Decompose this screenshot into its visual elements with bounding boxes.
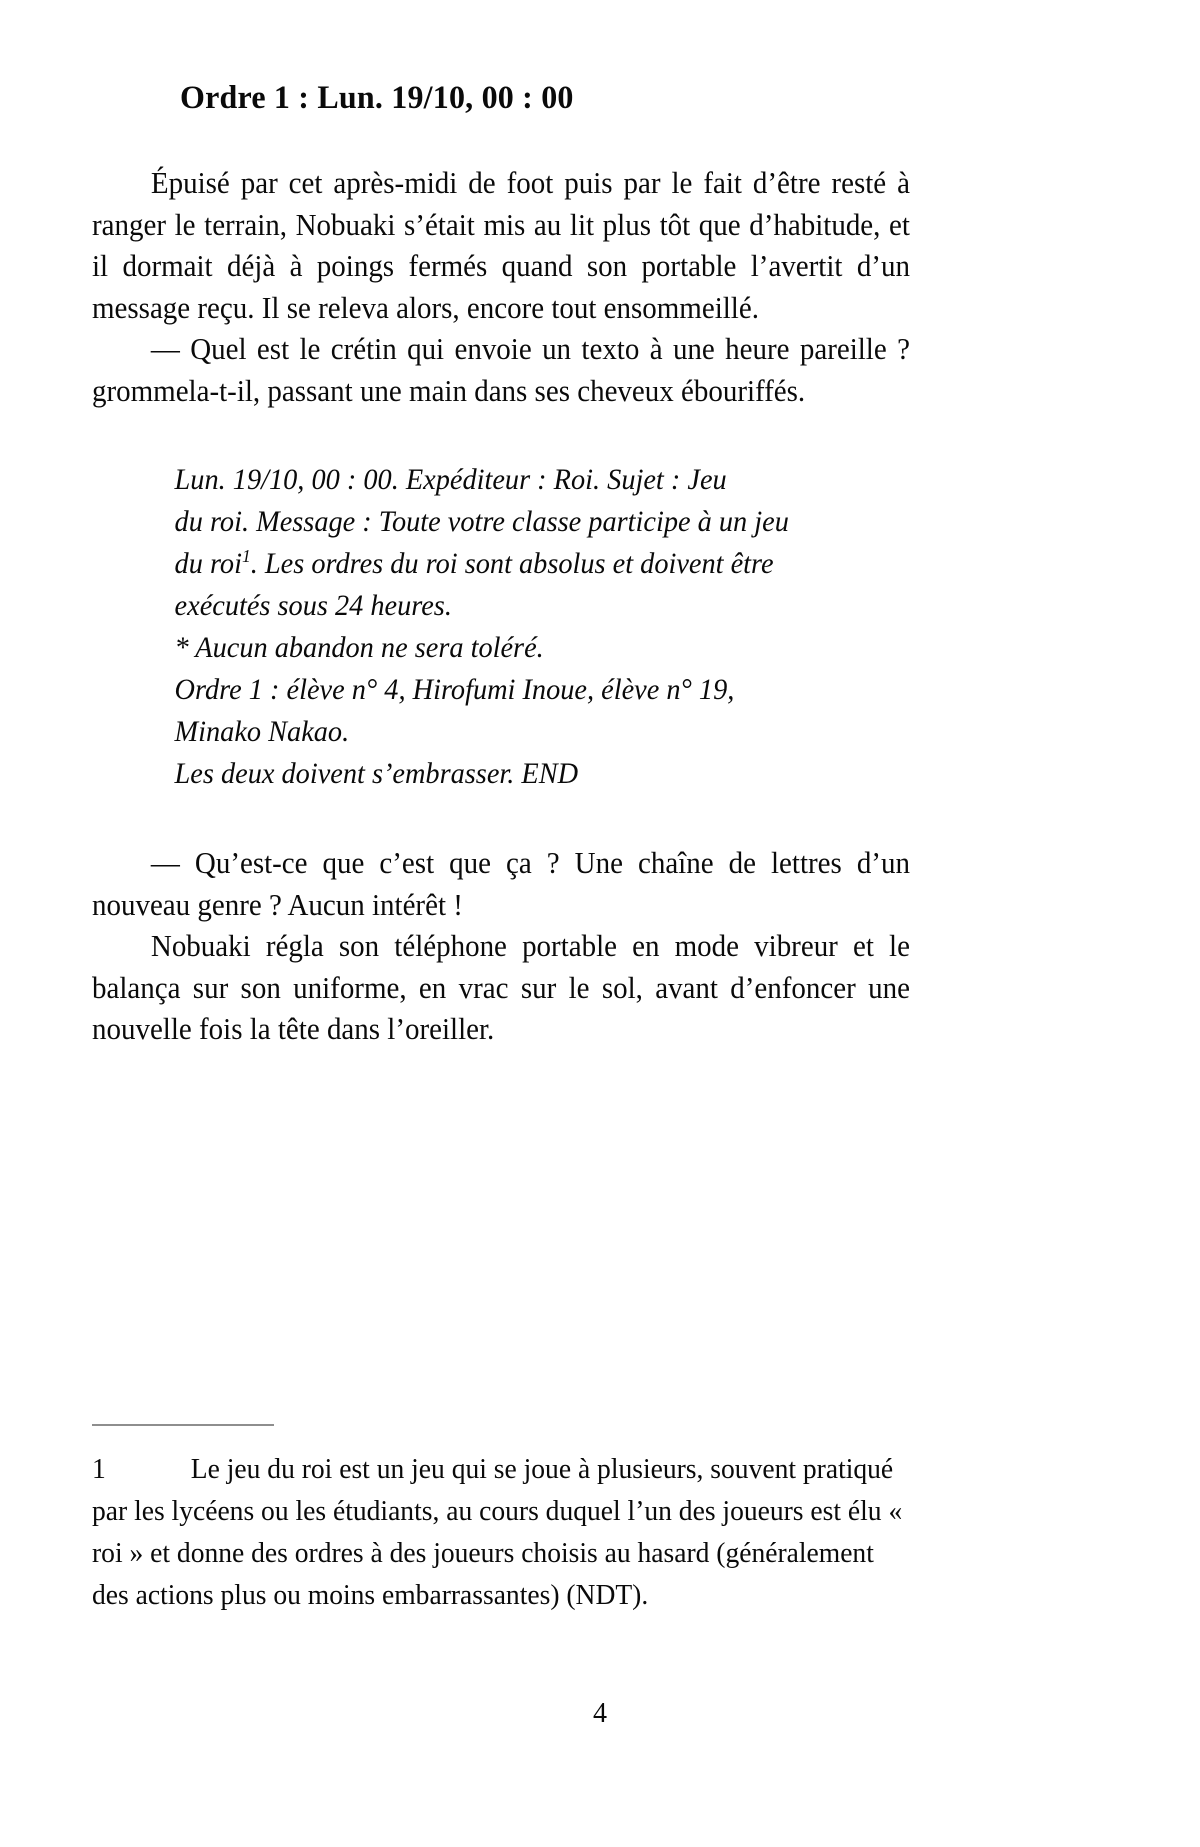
message-line-7: Minako Nakao. (174, 716, 350, 749)
footnote-entry (92, 1448, 910, 1616)
message-line-6: Ordre 1 : élève n° 4, Hirofumi Inoue, élève n° 19, (174, 674, 735, 707)
message-line-3-text: du roi (174, 548, 242, 581)
message-line-5: * Aucun abandon ne sera toléré. (174, 632, 544, 665)
body-paragraph-1: Épuisé par cet après-midi de foot puis par le fait d’être resté à ranger le terrain, Nobuaki s’était mis au lit plus tôt que d’habitude, et il dormait déjà à poings fermés quand son portable l’avertit d’un message reçu. Il se releva alors, encore tout ensommeillé. (92, 166, 910, 325)
body-paragraph-2: — Quel est le crétin qui envoie un texto à une heure pareille ? grommela-t-il, passant une main dans ses cheveux ébouriffés. (92, 332, 910, 408)
message-line-3 (175, 543, 993, 585)
message-line-3-tail: . Les ordres du roi sont absolus et doivent être (250, 548, 774, 581)
king-message-block (92, 459, 992, 795)
body-paragraph-4: Nobuaki régla son téléphone portable en mode vibreur et le balança sur son uniforme, en vrac sur le sol, avant d’enfoncer une nouvelle fois la tête dans l’oreiller. (92, 929, 910, 1047)
footnote-area (92, 1424, 910, 1616)
footnote-number: 1 (92, 1453, 106, 1485)
page-content (92, 78, 910, 1051)
message-line-1: Lun. 19/10, 00 : 00. Expéditeur : Roi. Sujet : Jeu (174, 464, 727, 497)
page-number: 4 (593, 1698, 607, 1729)
footnote-body-text: Le jeu du roi est un jeu qui se joue à plusieurs, souvent pratiqué par les lycéens ou les étudiants, au cours duquel l’un des joueurs est élu « roi » et donne des ordres à des joueurs choisis au hasard (généralement des actions plus ou moins embarrassantes) (NDT). (92, 1453, 903, 1611)
message-line-2: du roi. Message : Toute votre classe participe à un jeu (174, 506, 789, 539)
message-line-8: Les deux doivent s’embrasser. END (174, 758, 579, 791)
chapter-heading: Ordre 1 : Lun. 19/10, 00 : 00 (180, 80, 574, 116)
body-paragraph-3: — Qu’est-ce que c’est que ça ? Une chaîne de lettres d’un nouveau genre ? Aucun intérêt ! (92, 846, 910, 922)
footnote-separator-rule (92, 1424, 274, 1426)
footnote-reference-marker[interactable]: 1 (241, 546, 251, 567)
message-line-4: exécutés sous 24 heures. (174, 590, 452, 623)
